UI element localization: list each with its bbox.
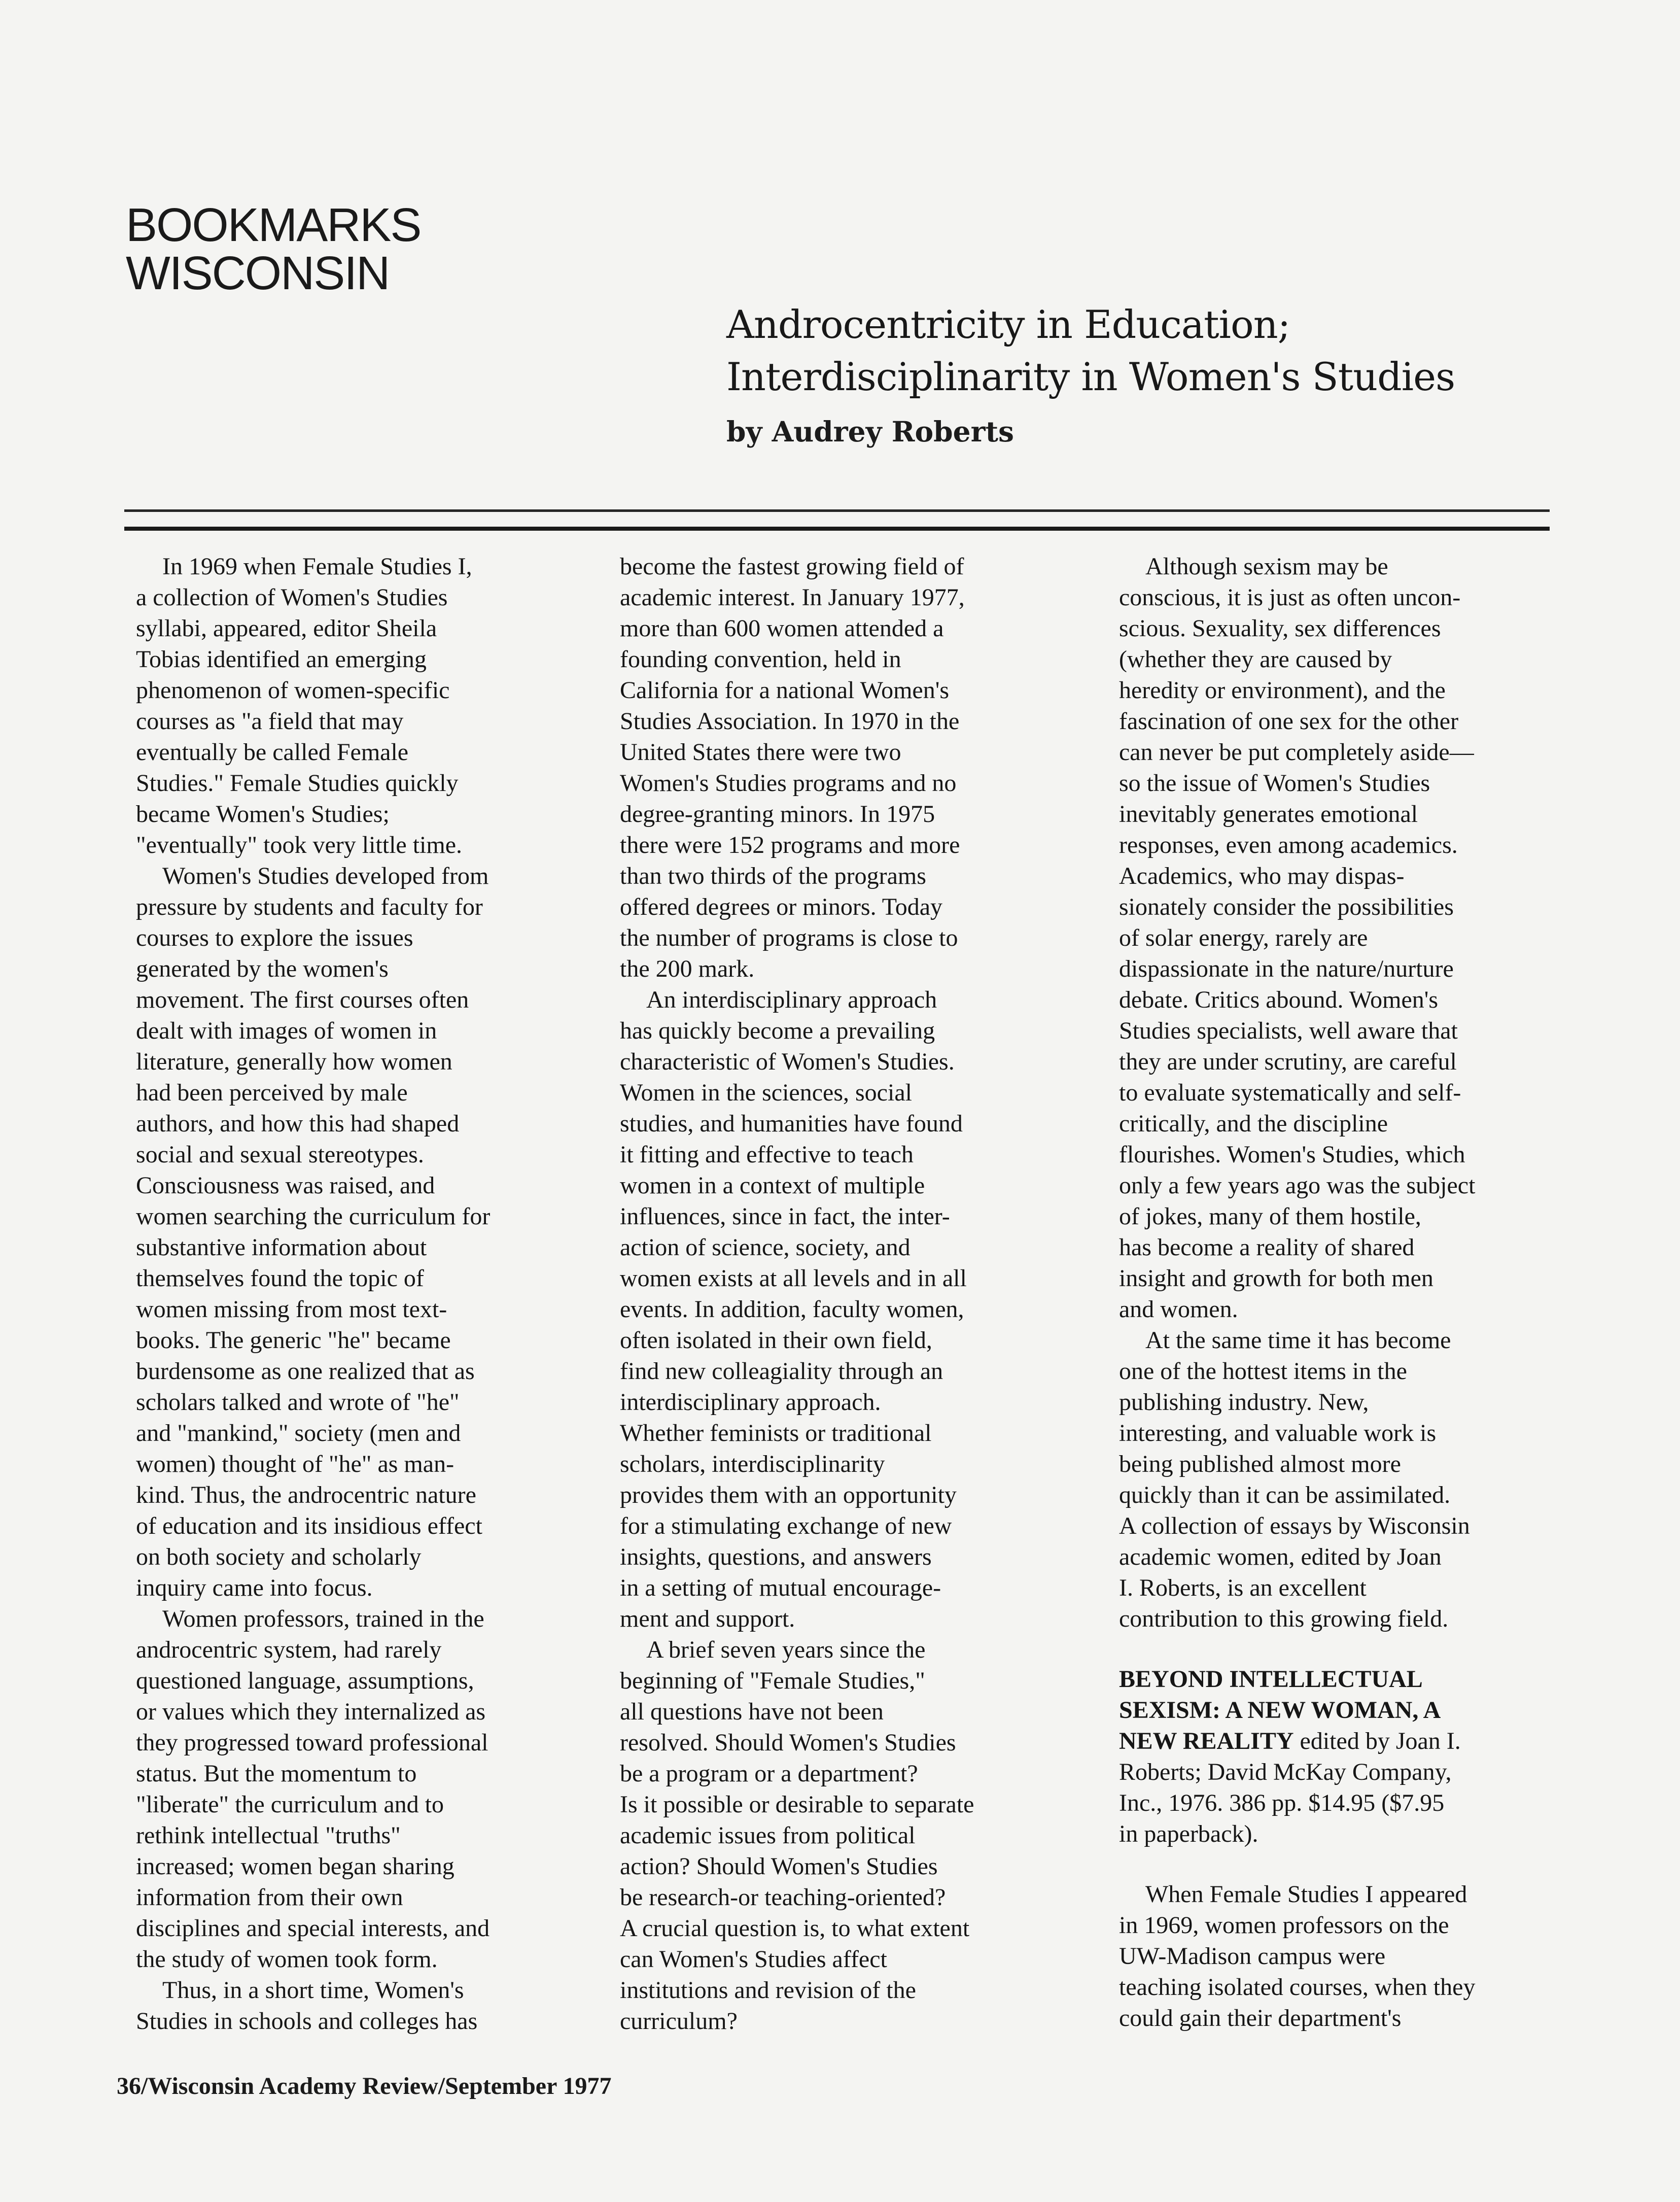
text-line: a collection of Women's Studies — [136, 584, 448, 611]
text-line: Women professors, trained in the — [162, 1605, 484, 1632]
text-line: to evaluate systematically and self- — [1119, 1079, 1461, 1106]
byline: by Audrey Roberts — [726, 415, 1014, 448]
text-line: fascination of one sex for the other — [1119, 708, 1459, 735]
text-line: literature, generally how women — [136, 1048, 452, 1075]
text-line: Consciousness was raised, and — [136, 1172, 435, 1199]
text-line: movement. The first courses often — [136, 986, 469, 1013]
text-line: academic issues from political — [620, 1822, 916, 1849]
text-line: A brief seven years since the — [646, 1636, 926, 1663]
text-line: Women in the sciences, social — [620, 1079, 912, 1106]
text-line: pressure by students and faculty for — [136, 893, 483, 920]
text-line: provides them with an opportunity — [620, 1482, 957, 1508]
text-line: An interdisciplinary approach — [646, 986, 937, 1013]
text-line: In 1969 when Female Studies I, — [162, 553, 472, 580]
text-line: themselves found the topic of — [136, 1265, 424, 1292]
text-line: inevitably generates emotional — [1119, 801, 1418, 828]
text-line: be research-or teaching-oriented? — [620, 1884, 946, 1911]
text-line: insights, questions, and answers — [620, 1543, 932, 1570]
page-footer-folio: 36/Wisconsin Academy Review/September 1977 — [117, 2073, 612, 2100]
text-line: events. In addition, faculty women, — [620, 1296, 964, 1323]
text-line: all questions have not been — [620, 1698, 884, 1725]
text-line: books. The generic "he" became — [136, 1327, 451, 1354]
text-line: insight and growth for both men — [1119, 1265, 1433, 1292]
section-heading — [126, 198, 421, 299]
text-line: has become a reality of shared — [1119, 1234, 1415, 1261]
text-line: women searching the curriculum for — [136, 1203, 491, 1230]
text-line: or values which they internalized as — [136, 1698, 486, 1725]
text-line: courses as "a field that may — [136, 708, 404, 735]
text-line: often isolated in their own field, — [620, 1327, 932, 1354]
text-line: dispassionate in the nature/nurture — [1119, 955, 1454, 982]
text-line: authors, and how this had shaped — [136, 1110, 460, 1137]
text-line: BEYOND INTELLECTUAL — [1119, 1666, 1423, 1693]
text-line: California for a national Women's — [620, 677, 950, 704]
text-line: being published almost more — [1119, 1451, 1401, 1477]
text-line: responses, even among academics. — [1119, 832, 1458, 858]
text-line: than two thirds of the programs — [620, 863, 926, 889]
text-line: eventually be called Female — [136, 739, 409, 766]
text-line: NEW REALITY edited by Joan I. — [1119, 1728, 1461, 1754]
text-line: SEXISM: A NEW WOMAN, A — [1119, 1697, 1441, 1724]
text-line: became Women's Studies; — [136, 801, 390, 828]
text-line: women missing from most text- — [136, 1296, 447, 1323]
text-line: can Women's Studies affect — [620, 1946, 887, 1973]
text-line: rethink intellectual "truths" — [136, 1822, 401, 1849]
text-line: curriculum? — [620, 2008, 738, 2035]
text-line: the study of women took form. — [136, 1946, 438, 1973]
article-title-line-2: Interdisciplinarity in Women's Studies — [726, 354, 1455, 399]
text-line: scious. Sexuality, sex differences — [1119, 615, 1441, 642]
text-line: characteristic of Women's Studies. — [620, 1048, 955, 1075]
text-line: ment and support. — [620, 1605, 795, 1632]
text-line: the 200 mark. — [620, 955, 755, 982]
text-line: scholars, interdisciplinarity — [620, 1451, 885, 1477]
text-line: interdisciplinary approach. — [620, 1389, 881, 1416]
text-line: social and sexual stereotypes. — [136, 1141, 424, 1168]
text-line: Studies." Female Studies quickly — [136, 770, 459, 797]
article-title-line-1: Androcentricity in Education; — [726, 302, 1290, 347]
text-line: in 1969, women professors on the — [1119, 1912, 1449, 1939]
text-line: of solar energy, rarely are — [1119, 924, 1368, 951]
text-line: courses to explore the issues — [136, 924, 413, 951]
text-line: they are under scrutiny, are careful — [1119, 1048, 1457, 1075]
text-line: could gain their department's — [1119, 2005, 1402, 2032]
text-line: degree-granting minors. In 1975 — [620, 801, 935, 828]
text-line: academic interest. In January 1977, — [620, 584, 965, 611]
text-line: it fitting and effective to teach — [620, 1141, 914, 1168]
text-line: studies, and humanities have found — [620, 1110, 963, 1137]
text-line: UW-Madison campus were — [1119, 1943, 1386, 1970]
text-line: academic women, edited by Joan — [1119, 1543, 1442, 1570]
text-line: Is it possible or desirable to separate — [620, 1791, 974, 1818]
text-line: resolved. Should Women's Studies — [620, 1729, 956, 1756]
text-line: beginning of "Female Studies," — [620, 1667, 925, 1694]
text-line: Studies Association. In 1970 in the — [620, 708, 960, 735]
text-line: debate. Critics abound. Women's — [1119, 986, 1439, 1013]
text-line: influences, since in fact, the inter- — [620, 1203, 950, 1230]
text-line: teaching isolated courses, when they — [1119, 1974, 1476, 2001]
text-column-2 — [620, 551, 1066, 2037]
text-line: substantive information about — [136, 1234, 427, 1261]
text-line: burdensome as one realized that as — [136, 1358, 475, 1385]
text-line: had been perceived by male — [136, 1079, 408, 1106]
text-line: there were 152 programs and more — [620, 832, 960, 858]
text-line: action? Should Women's Studies — [620, 1853, 938, 1880]
text-line: (whether they are caused by — [1119, 646, 1392, 673]
text-line: has quickly become a prevailing — [620, 1017, 935, 1044]
text-line: "eventually" took very little time. — [136, 832, 463, 858]
text-line: become the fastest growing field of — [620, 553, 964, 580]
text-line: and "mankind," society (men and — [136, 1420, 461, 1447]
text-line: and women. — [1119, 1296, 1238, 1323]
text-line: sionately consider the possibilities — [1119, 893, 1454, 920]
text-line: so the issue of Women's Studies — [1119, 770, 1430, 797]
text-line: of jokes, many of them hostile, — [1119, 1203, 1421, 1230]
text-line: for a stimulating exchange of new — [620, 1512, 952, 1539]
text-line: "liberate" the curriculum and to — [136, 1791, 444, 1818]
text-line: one of the hottest items in the — [1119, 1358, 1407, 1385]
text-line: kind. Thus, the androcentric nature — [136, 1482, 476, 1508]
section-heading-line-1: BOOKMARKS — [126, 198, 421, 251]
text-line: can never be put completely aside— — [1119, 739, 1474, 766]
text-line: contribution to this growing field. — [1119, 1605, 1449, 1632]
text-line: they progressed toward professional — [136, 1729, 488, 1756]
text-column-1 — [136, 551, 582, 2037]
text-line: increased; women began sharing — [136, 1853, 454, 1880]
text-line: Whether feminists or traditional — [620, 1420, 932, 1447]
text-line: phenomenon of women-specific — [136, 677, 450, 704]
text-line: Women's Studies developed from — [162, 863, 489, 889]
text-line: disciplines and special interests, and — [136, 1915, 490, 1942]
text-line: find new colleagiality through an — [620, 1358, 943, 1385]
text-line: status. But the momentum to — [136, 1760, 417, 1787]
text-line: of education and its insidious effect — [136, 1512, 482, 1539]
text-line: heredity or environment), and the — [1119, 677, 1446, 704]
text-line: in paperback). — [1119, 1820, 1258, 1847]
text-line: Although sexism may be — [1145, 553, 1388, 580]
text-line: quickly than it can be assimilated. — [1119, 1482, 1451, 1508]
text-line: only a few years ago was the subject — [1119, 1172, 1476, 1199]
section-heading-line-2: WISCONSIN — [126, 247, 390, 299]
text-line: Thus, in a short time, Women's — [162, 1977, 464, 2004]
text-line: women exists at all levels and in all — [620, 1265, 967, 1292]
text-line: interesting, and valuable work is — [1119, 1420, 1437, 1447]
text-line: in a setting of mutual encourage- — [620, 1574, 941, 1601]
text-line: Academics, who may dispas- — [1119, 863, 1405, 889]
text-line: United States there were two — [620, 739, 901, 766]
paragraph-gap — [1119, 1849, 1573, 1879]
header-rule-thin — [124, 509, 1550, 512]
text-line: women in a context of multiple — [620, 1172, 925, 1199]
text-line: When Female Studies I appeared — [1145, 1881, 1467, 1908]
text-line: androcentric system, had rarely — [136, 1636, 442, 1663]
paragraph-gap — [1119, 1634, 1573, 1664]
text-line: be a program or a department? — [620, 1760, 918, 1787]
text-line: women) thought of "he" as man- — [136, 1451, 454, 1477]
text-line: questioned language, assumptions, — [136, 1667, 474, 1694]
text-line: dealt with images of women in — [136, 1017, 437, 1044]
text-line: syllabi, appeared, editor Sheila — [136, 615, 437, 642]
text-line: Tobias identified an emerging — [136, 646, 427, 673]
header-rule-thick — [124, 527, 1550, 531]
text-line: Studies specialists, well aware that — [1119, 1017, 1458, 1044]
text-line: Women's Studies programs and no — [620, 770, 957, 797]
text-line: At the same time it has become — [1145, 1327, 1451, 1354]
text-line: founding convention, held in — [620, 646, 901, 673]
text-line: inquiry came into focus. — [136, 1574, 373, 1601]
text-line: the number of programs is close to — [620, 924, 958, 951]
text-line: A crucial question is, to what extent — [620, 1915, 970, 1942]
text-line: publishing industry. New, — [1119, 1389, 1369, 1416]
article-header — [726, 298, 1589, 448]
text-line: offered degrees or minors. Today — [620, 893, 942, 920]
text-line: information from their own — [136, 1884, 403, 1911]
text-line: Roberts; David McKay Company, — [1119, 1759, 1452, 1785]
text-column-3 — [1119, 551, 1573, 2034]
text-line: conscious, it is just as often uncon- — [1119, 584, 1461, 611]
text-line: Inc., 1976. 386 pp. $14.95 ($7.95 — [1119, 1790, 1445, 1816]
text-line: on both society and scholarly — [136, 1543, 422, 1570]
text-line: institutions and revision of the — [620, 1977, 916, 2004]
text-line: scholars talked and wrote of "he" — [136, 1389, 460, 1416]
text-line: more than 600 women attended a — [620, 615, 944, 642]
text-line: flourishes. Women's Studies, which — [1119, 1141, 1465, 1168]
text-line: I. Roberts, is an excellent — [1119, 1574, 1367, 1601]
text-line: action of science, society, and — [620, 1234, 911, 1261]
text-line: Studies in schools and colleges has — [136, 2008, 478, 2035]
text-line: critically, and the discipline — [1119, 1110, 1388, 1137]
text-line: A collection of essays by Wisconsin — [1119, 1512, 1470, 1539]
text-line: generated by the women's — [136, 955, 389, 982]
